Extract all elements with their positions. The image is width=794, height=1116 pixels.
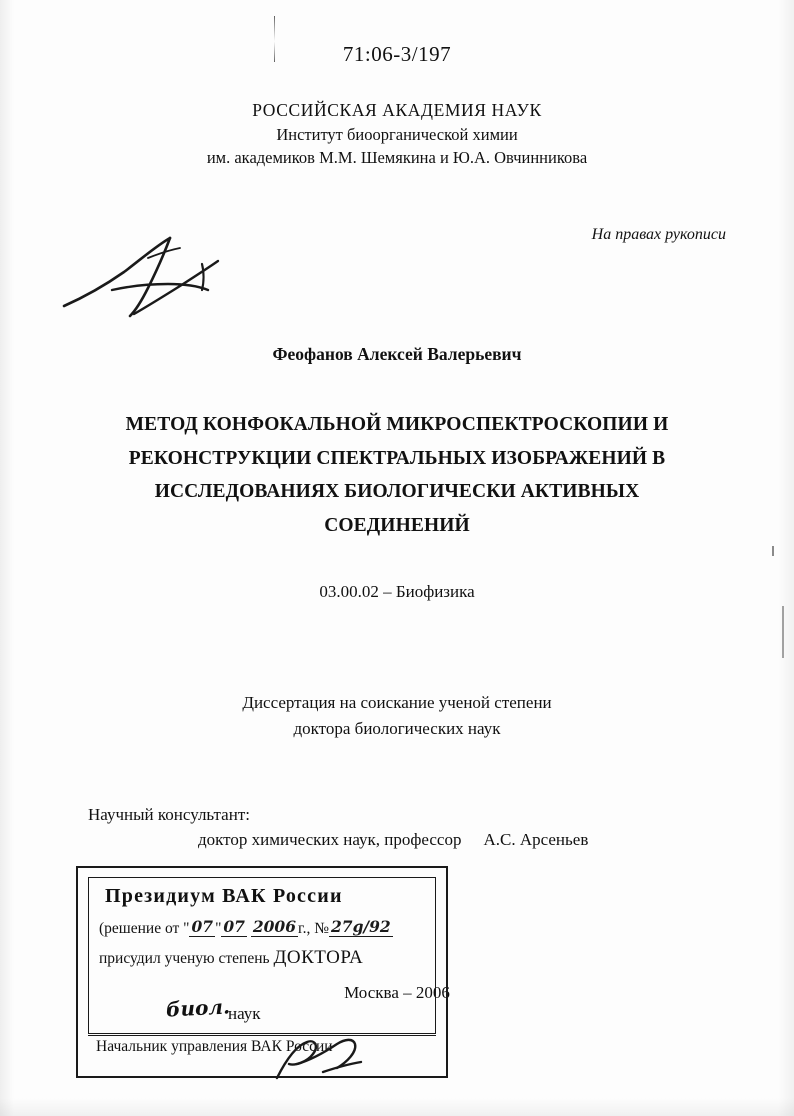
vak-decision-month: 07 [223,917,245,936]
title-line: МЕТОД КОНФОКАЛЬНОЙ МИКРОСПЕКТРОСКОПИИ И [125,414,669,435]
vak-award-degree: ДОКТОРА [273,947,364,968]
vak-award-row [99,947,427,969]
vak-stamp [76,866,448,1078]
vak-decision-row [99,918,427,938]
specialty-code: 03.00.02 – Биофизика [319,582,475,601]
place-and-year: Москва – 2006 [344,983,450,1002]
vak-award-prefix: присудил ученую степень [99,950,270,967]
vak-award-field: биол. [165,994,231,1022]
consultant-title: доктор химических наук, профессор [198,830,462,849]
degree-line: Диссертация на соискание ученой степени [242,693,552,712]
vak-decision-no-label: г., № [297,920,330,937]
right-registration-tick-upper [772,546,774,556]
author-name: Феофанов Алексей Валерьевич [272,344,522,364]
consultant-name: А.С. Арсеньев [483,830,589,849]
vak-stamp-footer: Начальник управления ВАК России [96,1038,333,1055]
stamp-signature-mark-icon [263,1034,383,1090]
manuscript-note: На правах рукописи [591,226,726,243]
vak-decision-number: 27g/92 [331,917,391,936]
institute-named-after: им. академиков М.М. Шемякина и Ю.А. Овчинникова [206,148,588,168]
vak-stamp-title: Президиум ВАК России [105,885,343,907]
title-line: РЕКОНСТРУКЦИИ СПЕКТРАЛЬНЫХ ИЗОБРАЖЕНИЙ В [128,447,666,469]
right-registration-tick-lower [782,606,784,658]
title-line: СОЕДИНЕНИЙ [324,514,470,536]
dissertation-title [88,408,706,542]
catalog-code: 71:06-3/197 [342,42,452,66]
academy-name: РОССИЙСКАЯ АКАДЕМИЯ НАУК [252,100,542,120]
scan-edge-bottom [0,1098,794,1116]
organization-block [0,98,794,170]
vak-award-suffix: наук [228,1004,261,1023]
vak-stamp-divider [88,1035,436,1037]
signature-mark-icon [52,228,262,338]
vak-stamp-inner-frame [88,877,436,1034]
consultant-person [198,830,588,850]
title-line: ИССЛЕДОВАНИЯХ БИОЛОГИЧЕСКИ АКТИВНЫХ [154,481,640,503]
vak-decision-year: 2006 [252,917,296,936]
vak-decision-quote: " [215,920,222,937]
degree-statement [0,690,794,741]
degree-line: доктора биологических наук [293,718,501,738]
consultant-label: Научный консультант: [88,805,250,824]
vak-decision-prefix: (решение от " [99,920,190,937]
vak-decision-day: 07 [191,917,214,936]
institute-name: Институт биоорганической химии [276,124,518,144]
